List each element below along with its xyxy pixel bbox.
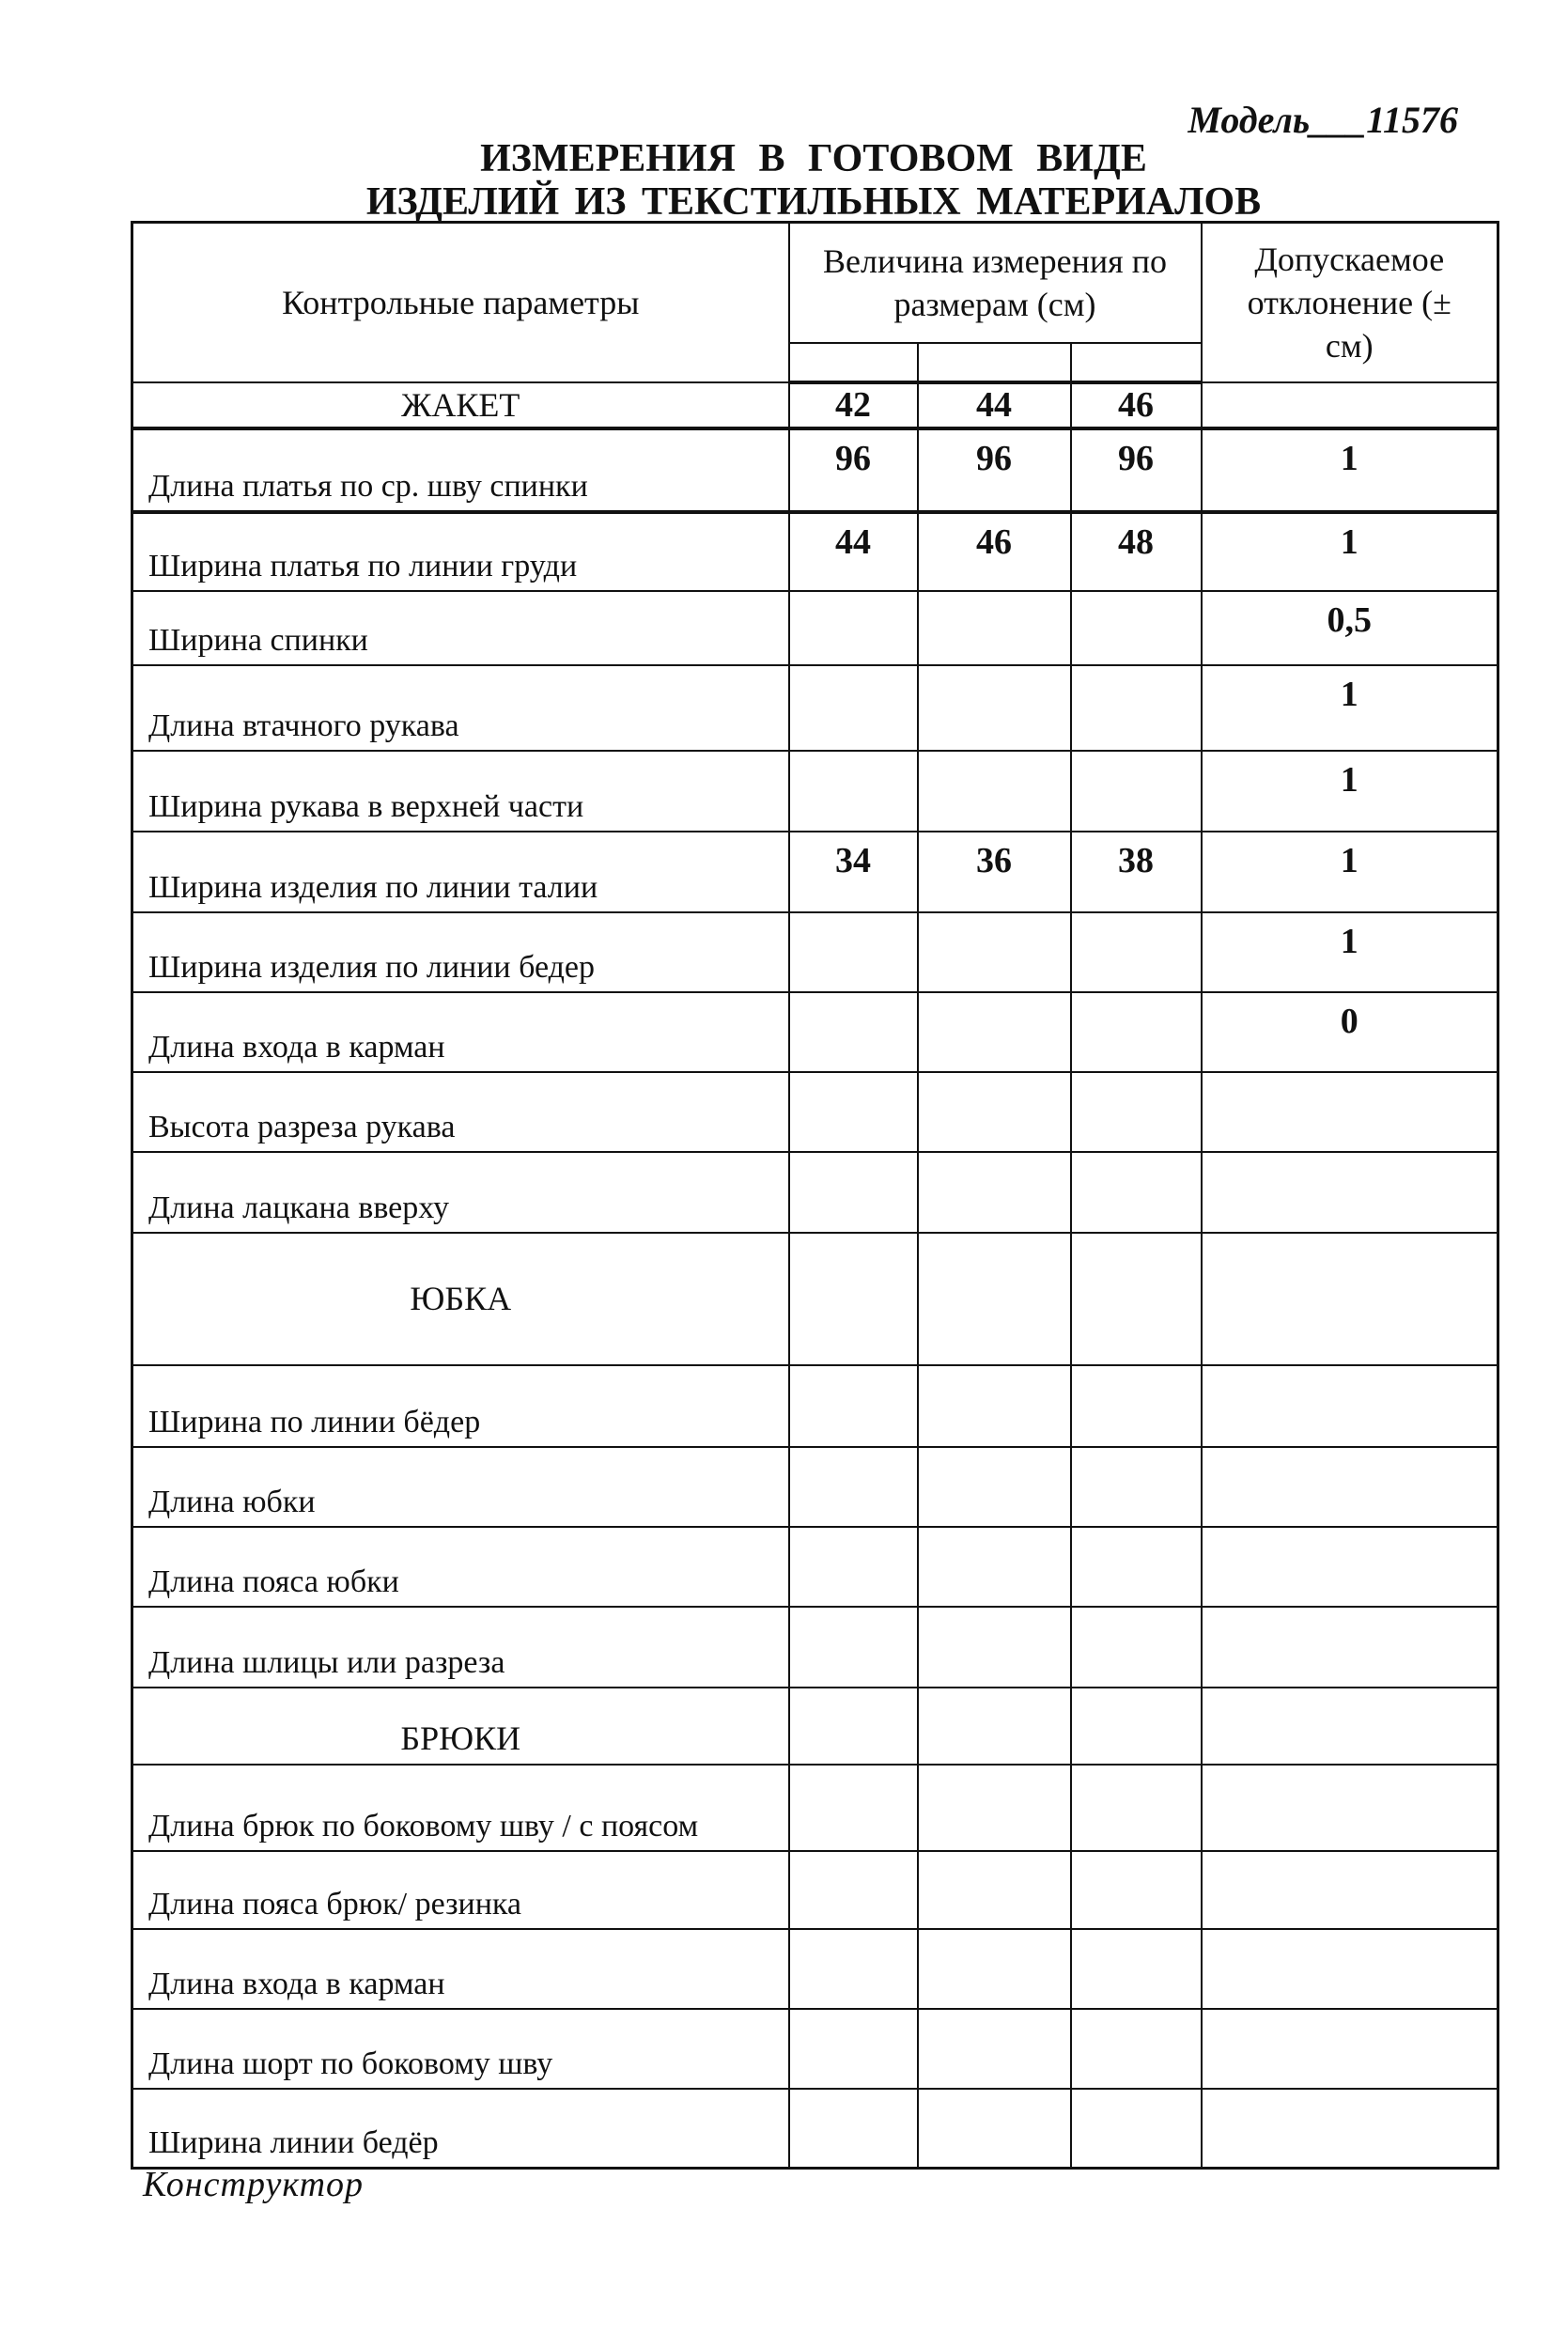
size-value <box>1071 912 1202 992</box>
size-value <box>1071 1152 1202 1233</box>
param-label: Ширина изделия по линии бедер <box>132 912 789 992</box>
size-value <box>918 1851 1071 1929</box>
size-value <box>789 2009 918 2089</box>
column-header-values: Величина измерения по размерам (см) <box>789 223 1202 343</box>
param-label: Ширина рукава в верхней части <box>132 751 789 832</box>
param-label: Ширина линии бедёр <box>132 2089 789 2169</box>
table-row-section <box>132 1233 1498 1365</box>
param-label: Ширина по линии бёдер <box>132 1365 789 1447</box>
size-value <box>1071 1072 1202 1152</box>
size-value <box>1071 1607 1202 1688</box>
size-value: 38 <box>1071 832 1202 912</box>
param-label: Ширина спинки <box>132 591 789 665</box>
table-row <box>132 1447 1498 1527</box>
size-value: 46 <box>918 512 1071 591</box>
deviation-value <box>1202 1233 1498 1365</box>
param-label: Длина шлицы или разреза <box>132 1607 789 1688</box>
table-row <box>132 1365 1498 1447</box>
param-label: Длина пояса юбки <box>132 1527 789 1607</box>
table-row <box>132 751 1498 832</box>
size-value <box>1071 665 1202 751</box>
size-value: 96 <box>918 428 1071 512</box>
size-value <box>918 1152 1071 1233</box>
table-row <box>132 1607 1498 1688</box>
size-value <box>1071 1765 1202 1851</box>
size-value: 34 <box>789 832 918 912</box>
size-value <box>789 1688 918 1765</box>
table-row <box>132 428 1498 512</box>
table-row <box>132 1152 1498 1233</box>
size-value <box>1071 1929 1202 2009</box>
deviation-value: 1 <box>1202 751 1498 832</box>
param-label: Длина шорт по боковому шву <box>132 2009 789 2089</box>
table-row <box>132 2009 1498 2089</box>
size-subcell <box>1071 343 1202 382</box>
size-value <box>918 992 1071 1072</box>
table-row <box>132 1851 1498 1929</box>
param-label: Высота разреза рукава <box>132 1072 789 1152</box>
size-value <box>789 1233 918 1365</box>
table-row <box>132 912 1498 992</box>
size-value <box>918 665 1071 751</box>
size-value <box>1071 2089 1202 2169</box>
constructor-signature-label: Конструктор <box>143 2165 365 2204</box>
size-value: 48 <box>1071 512 1202 591</box>
size-value <box>1071 1688 1202 1765</box>
deviation-value: 0 <box>1202 992 1498 1072</box>
deviation-value <box>1202 1072 1498 1152</box>
size-value <box>1071 1365 1202 1447</box>
table-row <box>132 1072 1498 1152</box>
deviation-value: 1 <box>1202 912 1498 992</box>
size-subcell <box>918 343 1071 382</box>
size-value <box>1071 1447 1202 1527</box>
deviation-value <box>1202 1527 1498 1607</box>
size-value <box>789 665 918 751</box>
param-label: Ширина платья по линии груди <box>132 512 789 591</box>
document-title-line2: ИЗДЕЛИЙ ИЗ ТЕКСТИЛЬНЫХ МАТЕРИАЛОВ <box>365 180 1262 224</box>
table-row <box>132 591 1498 665</box>
size-value <box>789 591 918 665</box>
deviation-value <box>1202 1607 1498 1688</box>
table-row-section <box>132 1688 1498 1765</box>
deviation-value: 1 <box>1202 832 1498 912</box>
deviation-value: 0,5 <box>1202 591 1498 665</box>
size-value <box>1071 751 1202 832</box>
deviation-value <box>1202 2009 1498 2089</box>
size-value: 96 <box>1071 428 1202 512</box>
section-title: БРЮКИ <box>132 1688 789 1765</box>
size-value: 36 <box>918 832 1071 912</box>
column-header-deviation: Допускаемое отклонение (± см) <box>1202 223 1498 382</box>
size-value <box>918 1607 1071 1688</box>
size-value: 46 <box>1071 382 1202 428</box>
table-row <box>132 832 1498 912</box>
deviation-value <box>1202 1152 1498 1233</box>
section-title: ЮБКА <box>132 1233 789 1365</box>
size-value <box>789 1607 918 1688</box>
size-value <box>789 1365 918 1447</box>
deviation-value <box>1202 1851 1498 1929</box>
size-value <box>918 1688 1071 1765</box>
size-value <box>789 1447 918 1527</box>
table-row <box>132 1929 1498 2009</box>
param-label: Длина входа в карман <box>132 992 789 1072</box>
size-value <box>789 992 918 1072</box>
deviation-value <box>1202 1929 1498 2009</box>
size-value <box>789 1152 918 1233</box>
document-title-line1: ИЗМЕРЕНИЯ В ГОТОВОМ ВИДЕ <box>480 137 1147 180</box>
deviation-value: 1 <box>1202 512 1498 591</box>
param-label: Длина юбки <box>132 1447 789 1527</box>
size-value <box>789 1851 918 1929</box>
size-value <box>918 2089 1071 2169</box>
size-value <box>918 1072 1071 1152</box>
table-row <box>132 992 1498 1072</box>
size-value <box>1071 591 1202 665</box>
size-value <box>918 2009 1071 2089</box>
size-value <box>918 1447 1071 1527</box>
document-title <box>131 137 1497 224</box>
size-value <box>789 751 918 832</box>
size-value <box>789 1765 918 1851</box>
size-value <box>918 1527 1071 1607</box>
deviation-value <box>1202 382 1498 428</box>
size-subcell <box>789 343 918 382</box>
size-value <box>918 912 1071 992</box>
deviation-value <box>1202 1447 1498 1527</box>
size-value <box>789 1072 918 1152</box>
table-row-section <box>132 382 1498 428</box>
deviation-value <box>1202 2089 1498 2169</box>
size-value <box>1071 992 1202 1072</box>
deviation-value <box>1202 1765 1498 1851</box>
table-row <box>132 665 1498 751</box>
size-value <box>789 1527 918 1607</box>
model-number-label: Модель___11576 <box>1188 99 1458 141</box>
size-value <box>918 1929 1071 2009</box>
param-label: Длина брюк по боковому шву / с поясом <box>132 1765 789 1851</box>
table-row <box>132 2089 1498 2169</box>
size-value <box>1071 1233 1202 1365</box>
size-value <box>918 1765 1071 1851</box>
size-value: 96 <box>789 428 918 512</box>
size-value <box>789 1929 918 2009</box>
size-value <box>918 591 1071 665</box>
table-row <box>132 1765 1498 1851</box>
deviation-value <box>1202 1365 1498 1447</box>
section-title: ЖАКЕТ <box>132 382 789 428</box>
size-value <box>789 2089 918 2169</box>
param-label: Длина платья по ср. шву спинки <box>132 428 789 512</box>
size-value: 44 <box>918 382 1071 428</box>
size-value <box>789 912 918 992</box>
param-label: Длина пояса брюк/ резинка <box>132 1851 789 1929</box>
size-value <box>1071 1851 1202 1929</box>
size-value <box>1071 2009 1202 2089</box>
param-label: Длина лацкана вверху <box>132 1152 789 1233</box>
param-label: Длина входа в карман <box>132 1929 789 2009</box>
deviation-value <box>1202 1688 1498 1765</box>
param-label: Ширина изделия по линии талии <box>132 832 789 912</box>
size-value: 42 <box>789 382 918 428</box>
param-label: Длина втачного рукава <box>132 665 789 751</box>
deviation-value: 1 <box>1202 665 1498 751</box>
table-row <box>132 512 1498 591</box>
deviation-value: 1 <box>1202 428 1498 512</box>
size-value: 44 <box>789 512 918 591</box>
size-value <box>1071 1527 1202 1607</box>
column-header-parameters: Контрольные параметры <box>132 223 789 382</box>
table-row <box>132 1527 1498 1607</box>
measurements-table <box>131 221 1499 2170</box>
size-value <box>918 751 1071 832</box>
size-value <box>918 1365 1071 1447</box>
size-value <box>918 1233 1071 1365</box>
